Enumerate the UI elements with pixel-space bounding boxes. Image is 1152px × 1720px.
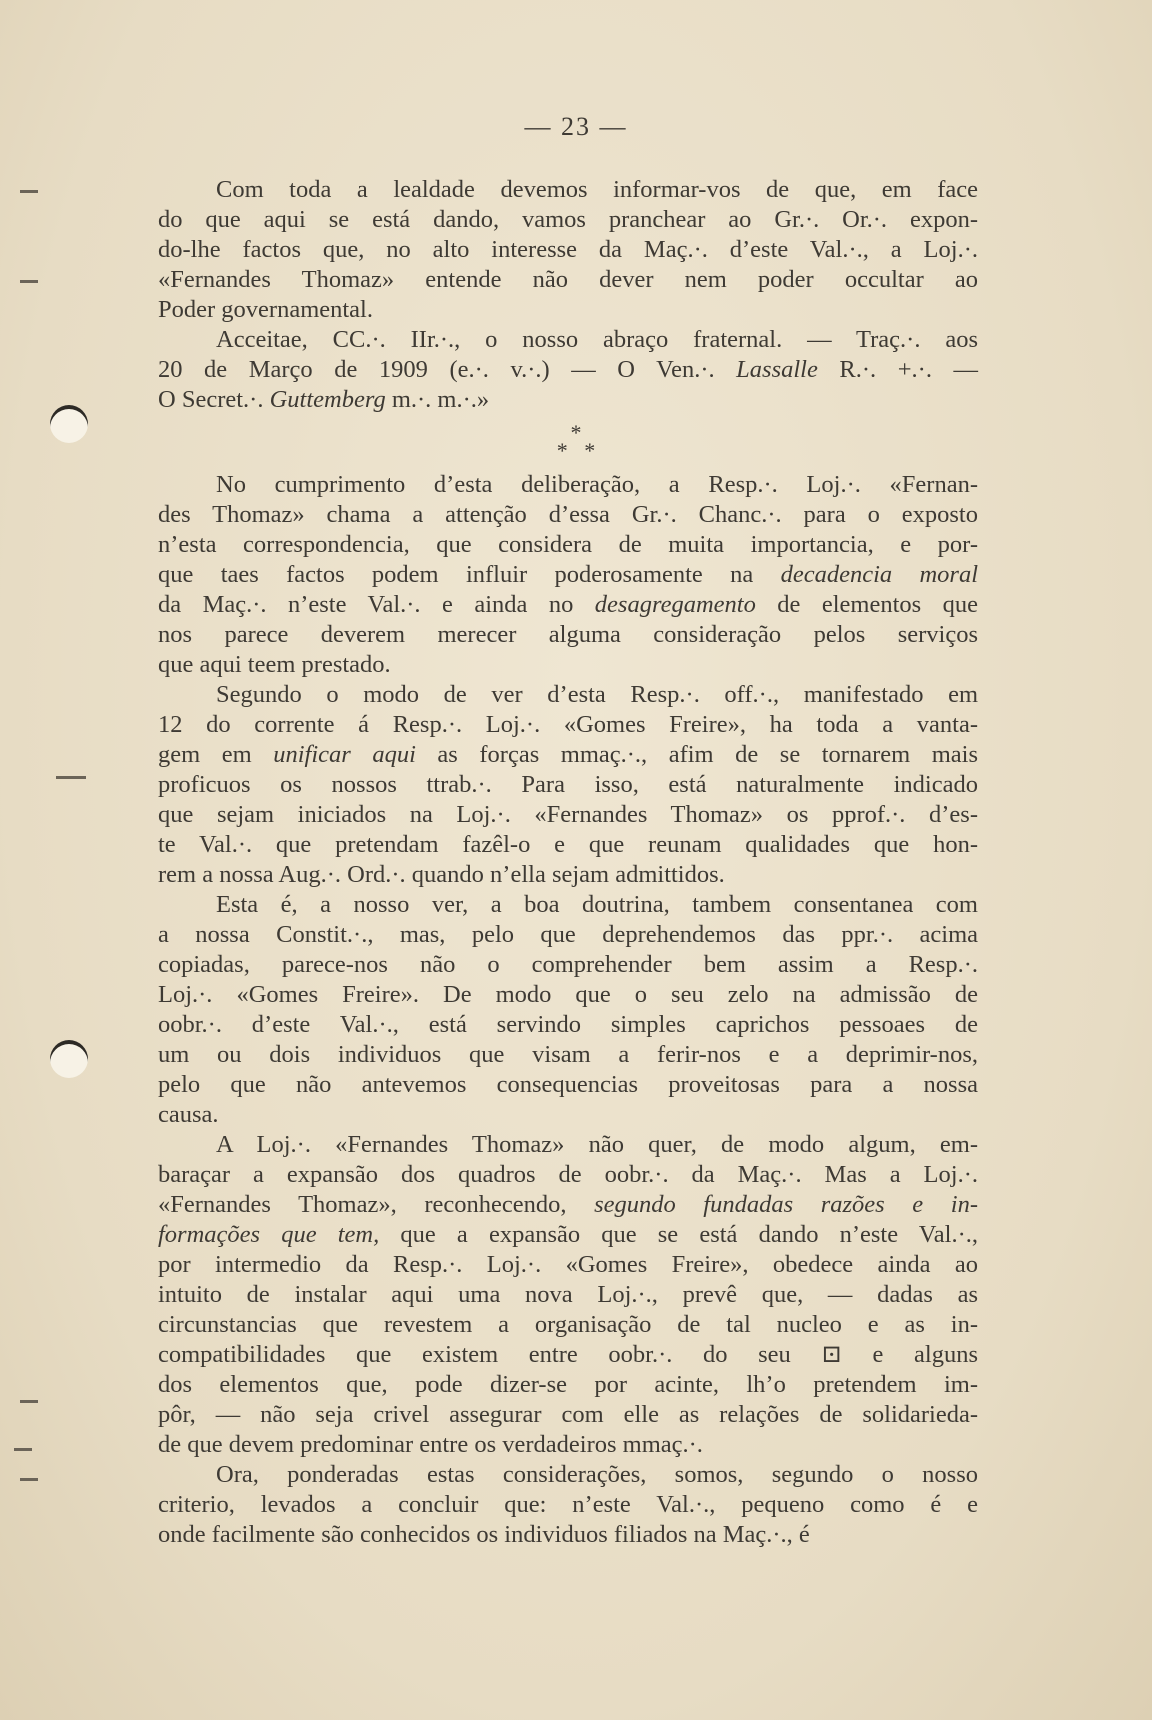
text-line: dos elementos que, pode dizer-se por acinte, lh’o pretendem im- (158, 1371, 978, 1398)
text-line: que aqui teem prestado. (158, 651, 391, 678)
text-line: circunstancias que revestem a organisação de tal nucleo e as in- (158, 1311, 978, 1338)
text-line: des Thomaz» chama a attenção d’essa Gr.·. Chanc.·. para o exposto (158, 501, 978, 528)
margin-mark (20, 1400, 38, 1403)
italic-text: Guttemberg (269, 386, 386, 413)
text-line: do-lhe factos que, no alto interesse da Maç.·. d’este Val.·., a Loj.·. (158, 236, 978, 263)
text-line: rem a nossa Aug.·. Ord.·. quando n’ella sejam admittidos. (158, 861, 725, 888)
text-line: «Fernandes Thomaz», reconhecendo, segundo fundadas razões e in- (158, 1191, 978, 1218)
text-line: A Loj.·. «Fernandes Thomaz» não quer, de modo algum, em- (216, 1131, 978, 1158)
text-line: Poder governamental. (158, 296, 373, 323)
margin-mark (20, 1478, 38, 1481)
text-line: a nossa Constit.·., mas, pelo que deprehendemos das ppr.·. acima (158, 921, 978, 948)
text-line: Loj.·. «Gomes Freire». De modo que o seu zelo na admissão de (158, 981, 978, 1008)
text-line: criterio, levados a concluir que: n’este Val.·., pequeno como é e (158, 1491, 978, 1518)
italic-text: Lassalle (736, 356, 818, 383)
section-separator (0, 420, 1152, 463)
text-line: Esta é, a nosso ver, a boa doutrina, tambem consentanea com (216, 891, 978, 918)
text-line: onde facilmente são conhecidos os individuos filiados na Maç.·., é (158, 1521, 810, 1548)
text-line: te Val.·. que pretendam fazêl-o e que reunam qualidades que hon- (158, 831, 978, 858)
text-line: da Maç.·. n’este Val.·. e ainda no desagregamento de elementos que (158, 591, 979, 618)
text-line: de que devem predominar entre os verdadeiros mmaç.·. (158, 1431, 703, 1458)
text-line: intuito de instalar aqui uma nova Loj.·., prevê que, — dadas as (158, 1281, 978, 1308)
text-line: pôr, — não seja crivel assegurar com elle as relações de solidarieda- (158, 1401, 978, 1428)
text-line: Acceitae, CC.·. IIr.·., o nosso abraço fraternal. — Traç.·. aos (216, 326, 978, 353)
page-number: — 23 — (524, 112, 628, 141)
separator-bottom-asterisks: * * (556, 438, 596, 463)
text-line: nos parece deverem merecer alguma consideração pelos serviços (158, 621, 978, 648)
text-line: n’esta correspondencia, que considera de muita importancia, e por- (158, 531, 978, 558)
text-line: No cumprimento d’esta deliberação, a Resp.·. Loj.·. «Fernan- (216, 471, 978, 498)
italic-text: segundo fundadas razões e in- (594, 1191, 978, 1218)
binding-hole-icon (50, 1040, 88, 1078)
text-line: do que aqui se está dando, vamos pranchear ao Gr.·. Or.·. expon- (158, 206, 978, 233)
separator-top-asterisk: * (570, 420, 582, 445)
italic-text: formações que tem, (158, 1221, 380, 1248)
text-line: proficuos os nossos ttrab.·. Para isso, está naturalmente indicado (158, 771, 978, 798)
text-line: compatibilidades que existem entre oobr.·. do seu ⊡ e alguns (158, 1341, 978, 1368)
body-text (158, 470, 978, 1550)
text-line: gem em unificar aqui as forças mmaç.·., afim de se tornarem mais (158, 741, 978, 768)
margin-mark (20, 190, 38, 193)
text-line: 12 do corrente á Resp.·. Loj.·. «Gomes Freire», ha toda a vanta- (158, 711, 978, 738)
text-line: «Fernandes Thomaz» entende não dever nem poder occultar ao (158, 266, 978, 293)
text-line: pelo que não antevemos consequencias proveitosas para a nossa (158, 1071, 978, 1098)
text-line: Segundo o modo de ver d’esta Resp.·. off.·., manifestado em (216, 681, 978, 708)
text-line: O Secret.·. Guttemberg m.·. m.·.» (158, 386, 490, 413)
text-line: baraçar a expansão dos quadros de oobr.·. da Maç.·. Mas a Loj.·. (158, 1161, 978, 1188)
text-line: que taes factos podem influir poderosamente na decadencia moral (158, 561, 979, 588)
margin-mark (14, 1448, 32, 1451)
italic-text: desagregamento (594, 591, 756, 618)
text-line: Ora, ponderadas estas considerações, somos, segundo o nosso (216, 1461, 978, 1488)
italic-text: unificar aqui (273, 741, 416, 768)
text-line: causa. (158, 1101, 219, 1128)
text-line: Com toda a lealdade devemos informar-vos de que, em face (216, 176, 978, 203)
text-line: um ou dois individuos que visam a ferir-nos e a deprimir-nos, (158, 1041, 978, 1068)
text-line: por intermedio da Resp.·. Loj.·. «Gomes Freire», obedece ainda ao (158, 1251, 978, 1278)
text-line: 20 de Março de 1909 (e.·. v.·.) — O Ven.·. Lassalle R.·. +.·. — (158, 356, 978, 383)
margin-mark (56, 776, 86, 779)
text-line: oobr.·. d’este Val.·., está servindo simples caprichos pessoaes de (158, 1011, 978, 1038)
text-line: formações que tem, que a expansão que se está dando n’este Val.·., (158, 1221, 978, 1248)
margin-mark (20, 280, 38, 283)
italic-text: decadencia moral (780, 561, 979, 588)
text-line: copiadas, parece-nos não o comprehender bem assim a Resp.·. (158, 951, 978, 978)
text-line: que sejam iniciados na Loj.·. «Fernandes Thomaz» os pprof.·. d’es- (158, 801, 978, 828)
letter-closing (158, 175, 978, 415)
